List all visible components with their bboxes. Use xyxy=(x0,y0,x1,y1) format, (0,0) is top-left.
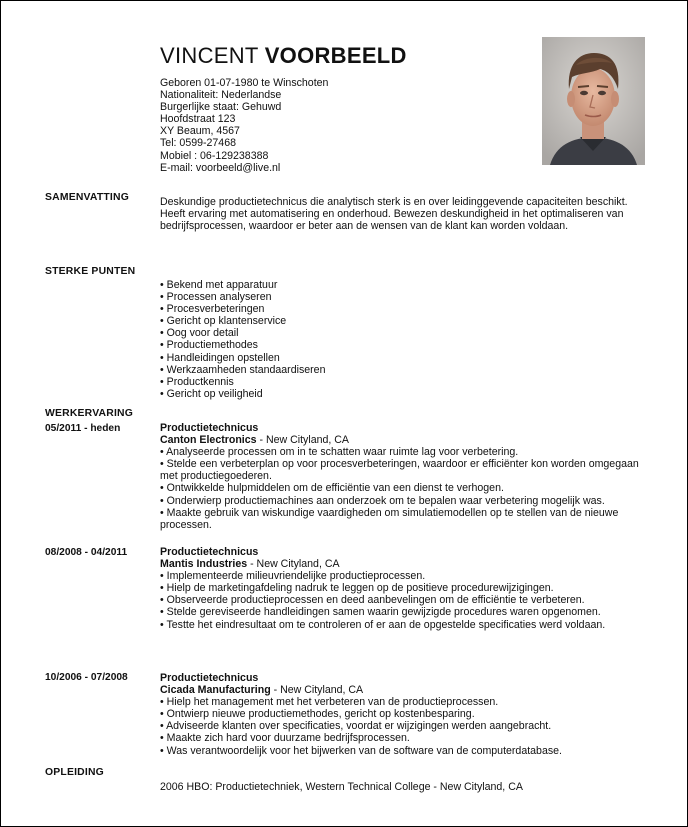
list-item: • Bekend met apparatuur xyxy=(160,279,278,291)
job-bullet: • Hielp het management met het verbeteren van de productieprocessen. xyxy=(160,696,499,709)
job-bullet: • Stelde een verbeterplan op voor procesverbeteringen, waardoor er efficiënter kon worden omgegaan met productiegoederen. xyxy=(160,458,639,483)
candidate-name xyxy=(160,43,407,69)
job-company-line xyxy=(160,684,640,696)
summary-heading: SAMENVATTING xyxy=(45,192,129,203)
list-item: • Handleidingen opstellen xyxy=(160,351,280,364)
job-title: Productietechnicus xyxy=(160,546,259,558)
summary-text: Deskundige productietechnicus die analytisch sterk is en over leidinggevende capaciteiten beschikt. Heeft ervaring met automatisering en onderhoud. Bewezen deskundigheid in het optimaliseren van bedrijfsprocessen, waardoor er beter aan de wensen van de klant kan worden voldaan. xyxy=(160,196,628,233)
job-bullet: • Hielp de marketingafdeling nadruk te leggen op de positieve procedurewijzigingen. xyxy=(160,582,554,595)
list-item: • Gericht op veiligheid xyxy=(160,387,263,400)
job-bullet: • Observeerde productieprocessen en deed aanbevelingen om de efficiëntie te verbeteren. xyxy=(160,594,585,607)
job-bullet: • Adviseerde klanten over specificaties, voordat er wijzigingen werden aangebracht. xyxy=(160,720,552,733)
job-bullet: • Testte het eindresultaat om te controleren of er aan de opgestelde specificaties werd voldaan. xyxy=(160,618,606,631)
company-name: Canton Electronics xyxy=(160,434,257,447)
list-item: • Oog voor detail xyxy=(160,327,239,340)
birth-info: Geboren 01-07-1980 te Winschoten xyxy=(160,77,329,89)
job-location: - New Cityland, CA xyxy=(256,434,349,447)
company-name: Mantis Industries xyxy=(160,558,248,571)
job-bullet: • Ontwikkelde hulpmiddelen om de efficiëntie van een dienst te verhogen. xyxy=(160,482,504,495)
job-bullet: • Was verantwoordelijk voor het bijwerken van de software van de computerdatabase. xyxy=(160,744,562,757)
last-name: VOORBEELD xyxy=(264,43,407,68)
list-item: • Processen analyseren xyxy=(160,291,272,304)
marital-status: Burgerlijke staat: Gehuwd xyxy=(160,101,282,114)
job-company-line xyxy=(160,558,640,570)
job-company-line xyxy=(160,434,640,446)
education-heading: OPLEIDING xyxy=(45,767,104,778)
experience-heading: WERKERVARING xyxy=(45,408,134,419)
phone: Tel: 0599-27468 xyxy=(160,137,236,150)
list-item: • Productiemethodes xyxy=(160,339,258,352)
job-bullet: • Stelde gereviseerde handleidingen samen waarin gewijzigde procedures waren opgenomen. xyxy=(160,606,601,619)
street-address: Hoofdstraat 123 xyxy=(160,113,236,126)
list-item: • Werkzaamheden standaardiseren xyxy=(160,363,326,376)
job-entry xyxy=(160,422,640,531)
first-name: VINCENT xyxy=(160,43,259,68)
mobile: Mobiel : 06-129238388 xyxy=(160,149,269,162)
job-location: - New Cityland, CA xyxy=(247,558,340,571)
job-entry xyxy=(160,546,640,631)
company-name: Cicada Manufacturing xyxy=(160,684,271,697)
email: E-mail: voorbeeld@live.nl xyxy=(160,161,281,174)
job-title: Productietechnicus xyxy=(160,422,259,434)
list-item: • Productkennis xyxy=(160,375,234,388)
job-bullet: • Analyseerde processen om in te schatten waar ruimte lag voor verbetering. xyxy=(160,446,519,459)
job-entry xyxy=(160,672,640,757)
contact-info xyxy=(160,77,328,174)
nationality: Nationaliteit: Nederlandse xyxy=(160,89,282,102)
job-bullet: • Maakte gebruik van wiskundige vaardigheden om simulatiemodellen op te stellen van de nieuwe processen. xyxy=(160,506,619,531)
job-dates: 10/2006 - 07/2008 xyxy=(45,672,128,683)
education-text: 2006 HBO: Productietechniek, Western Technical College - New Cityland, CA xyxy=(160,781,523,793)
list-item: • Gericht op klantenservice xyxy=(160,315,287,328)
job-bullet: • Maakte zich hard voor duurzame bedrijfsprocessen. xyxy=(160,732,410,745)
job-dates: 08/2008 - 04/2011 xyxy=(45,547,128,558)
strengths-heading: STERKE PUNTEN xyxy=(45,266,136,277)
job-bullet: • Implementeerde milieuvriendelijke productieprocessen. xyxy=(160,570,426,583)
job-bullet: • Ontwierp nieuwe productiemethodes, gericht op kostenbesparing. xyxy=(160,708,475,721)
job-location: - New Cityland, CA xyxy=(270,684,364,697)
job-bullet: • Onderwierp productiemachines aan onderzoek om te bepalen waar verbetering mogelijk was. xyxy=(160,494,605,507)
profile-photo xyxy=(542,37,645,165)
strengths-list xyxy=(160,279,640,400)
job-title: Productietechnicus xyxy=(160,672,259,684)
job-dates: 05/2011 - heden xyxy=(45,423,121,434)
list-item: • Procesverbeteringen xyxy=(160,303,265,316)
portrait-image xyxy=(542,37,645,165)
postal-city: XY Beaum, 4567 xyxy=(160,125,240,138)
